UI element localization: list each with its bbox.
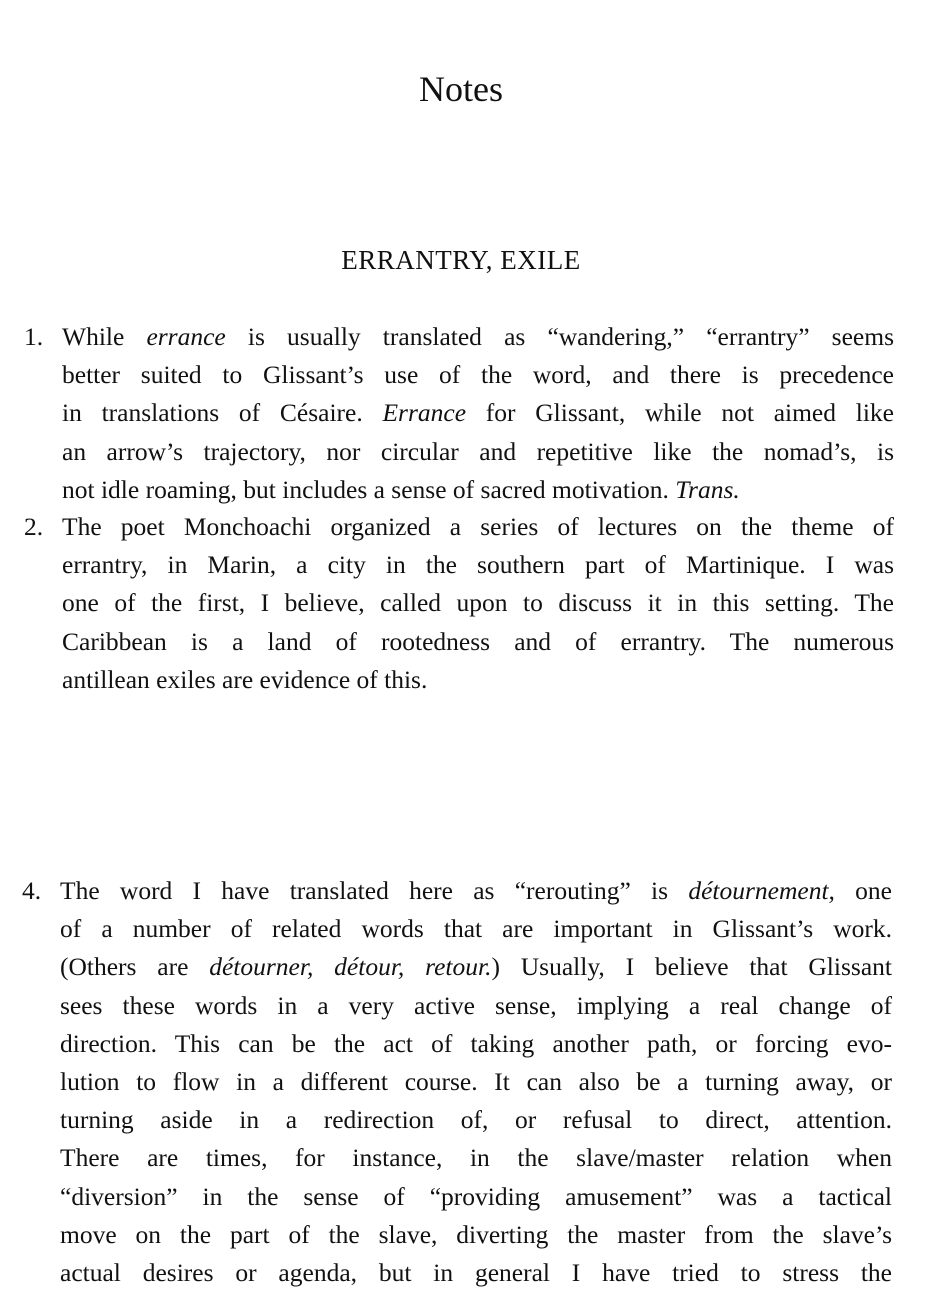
note-line: of a number of related words that are important in Glissant’s work. <box>60 914 892 944</box>
note-line: actual desires or agenda, but in general I have tried to stress the <box>60 1258 892 1288</box>
note-2 <box>24 508 894 699</box>
note-line: turning aside in a redirection of, or refusal to direct, attention. <box>60 1105 892 1135</box>
page-title: Notes <box>419 69 503 109</box>
note-line: (Others are détourner, détour, retour.) Usually, I believe that Glissant <box>60 952 892 982</box>
note-number: 4. <box>22 876 42 905</box>
note-line: in translations of Césaire. Errance for Glissant, while not aimed like <box>62 398 894 428</box>
note-line: Caribbean is a land of rootedness and of errantry. The numerous <box>62 626 894 656</box>
note-line: move on the part of the slave, diverting the master from the slave’s <box>60 1219 892 1249</box>
note-line: The poet Monchoachi organized a series of lectures on the theme of <box>62 512 894 541</box>
note-line: There are times, for instance, in the slave/master relation when <box>60 1143 892 1173</box>
note-line: lution to flow in a different course. It can also be a turning away, or <box>60 1067 892 1097</box>
section-heading: ERRANTRY, EXILE <box>341 245 581 275</box>
note-line: not idle roaming, but includes a sense of sacred motivation. Trans. <box>62 474 740 504</box>
note-number: 2. <box>24 512 44 541</box>
note-line: better suited to Glissant’s use of the word, and there is precedence <box>62 360 894 390</box>
note-line: “diversion” in the sense of “providing amusement” was a tactical <box>60 1181 892 1211</box>
note-line: errantry, in Marin, a city in the southern part of Martinique. I was <box>62 550 894 580</box>
note-line: one of the first, I believe, called upon to discuss it in this setting. The <box>62 588 894 618</box>
note-line: The word I have translated here as “rerouting” is détournement, one <box>60 876 892 905</box>
note-line: antillean exiles are evidence of this. <box>62 664 428 694</box>
note-number: 1. <box>24 322 44 351</box>
note-line: an arrow’s trajectory, nor circular and repetitive like the nomad’s, is <box>62 436 894 466</box>
note-line: sees these words in a very active sense, implying a real change of <box>60 990 892 1020</box>
note-1 <box>24 318 894 509</box>
note-4 <box>22 872 892 1292</box>
note-line: direction. This can be the act of taking another path, or forcing evo- <box>60 1028 892 1058</box>
note-line: While errance is usually translated as “wandering,” “errantry” seems <box>62 322 894 351</box>
